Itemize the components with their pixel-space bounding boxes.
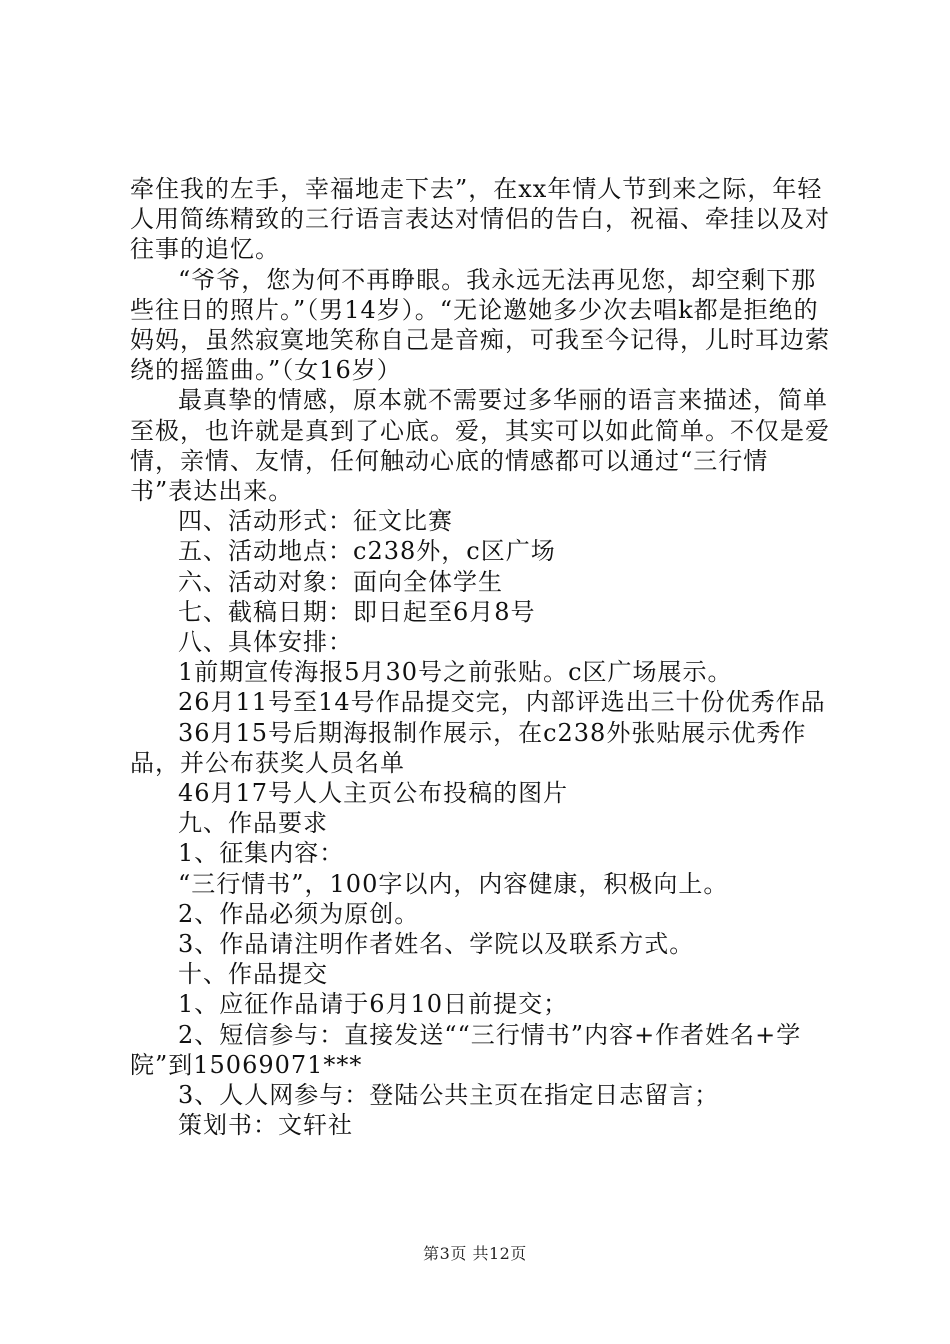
section-requirements-heading: 九、作品要求: [178, 809, 328, 838]
section-arrangement-heading: 八、具体安排：: [178, 628, 353, 657]
requirement-item-2: 2、作品必须为原创。: [178, 899, 420, 928]
section-activity-format: 四、活动形式：征文比赛: [178, 507, 453, 536]
submission-item-3: 3、人人网参与：登陆公共主页在指定日志留言；: [178, 1081, 720, 1110]
submission-item-2: 2、短信参与：直接发送““三行情书”内容+作者姓名+学院”到15069071***: [130, 1020, 802, 1079]
paragraph-examples: “爷爷，您为何不再睁眼。我永远无法再见您，却空剩下那些往日的照片。”（男14岁）。“无论邀她多少次去唱k都是拒绝的妈妈，虽然寂寞地笑称自己是音痴，可我至今记得，儿时耳边萦绕的摇篮曲。”（女16岁）: [130, 265, 830, 385]
requirement-item-1-detail: “三行情书”，100字以内，内容健康，积极向上。: [178, 869, 729, 898]
arrangement-item-3: 36月15号后期海报制作展示，在c238外张贴展示优秀作品，并公布获奖人员名单: [130, 718, 807, 777]
paragraph-sincere-feelings: 最真挚的情感，原本就不需要过多华丽的语言来描述，简单至极，也许就是真到了心底。爱，其实可以如此简单。不仅是爱情，亲情、友情，任何触动心底的情感都可以通过“三行情书”表达出来。: [130, 386, 830, 506]
requirement-item-1: 1、征集内容：: [178, 839, 345, 868]
arrangement-item-2: 26月11号至14号作品提交完，内部评选出三十份优秀作品: [178, 688, 826, 717]
section-submission-heading: 十、作品提交: [178, 960, 328, 989]
arrangement-item-4: 46月17号人人主页公布投稿的图片: [178, 779, 569, 808]
document-body: [130, 174, 830, 1141]
section-deadline: 七、截稿日期：即日起至6月8号: [178, 597, 536, 626]
section-activity-location: 五、活动地点：c238外，c区广场: [178, 537, 556, 566]
paragraph-intro-continuation: 牵住我的左手，幸福地走下去”，在xx年情人节到来之际，年轻人用简练精致的三行语言表达对情侣的告白，祝福、牵挂以及对往事的追忆。: [130, 175, 830, 264]
requirement-item-3: 3、作品请注明作者姓名、学院以及联系方式。: [178, 930, 695, 959]
page-number-footer: 第3页 共12页: [423, 1244, 527, 1263]
section-activity-target: 六、活动对象：面向全体学生: [178, 567, 503, 596]
arrangement-item-1: 1前期宣传海报5月30号之前张贴。c区广场展示。: [178, 658, 733, 687]
submission-item-1: 1、应征作品请于6月10日前提交；: [178, 990, 569, 1019]
planner-line: 策划书：文轩社: [178, 1111, 353, 1140]
